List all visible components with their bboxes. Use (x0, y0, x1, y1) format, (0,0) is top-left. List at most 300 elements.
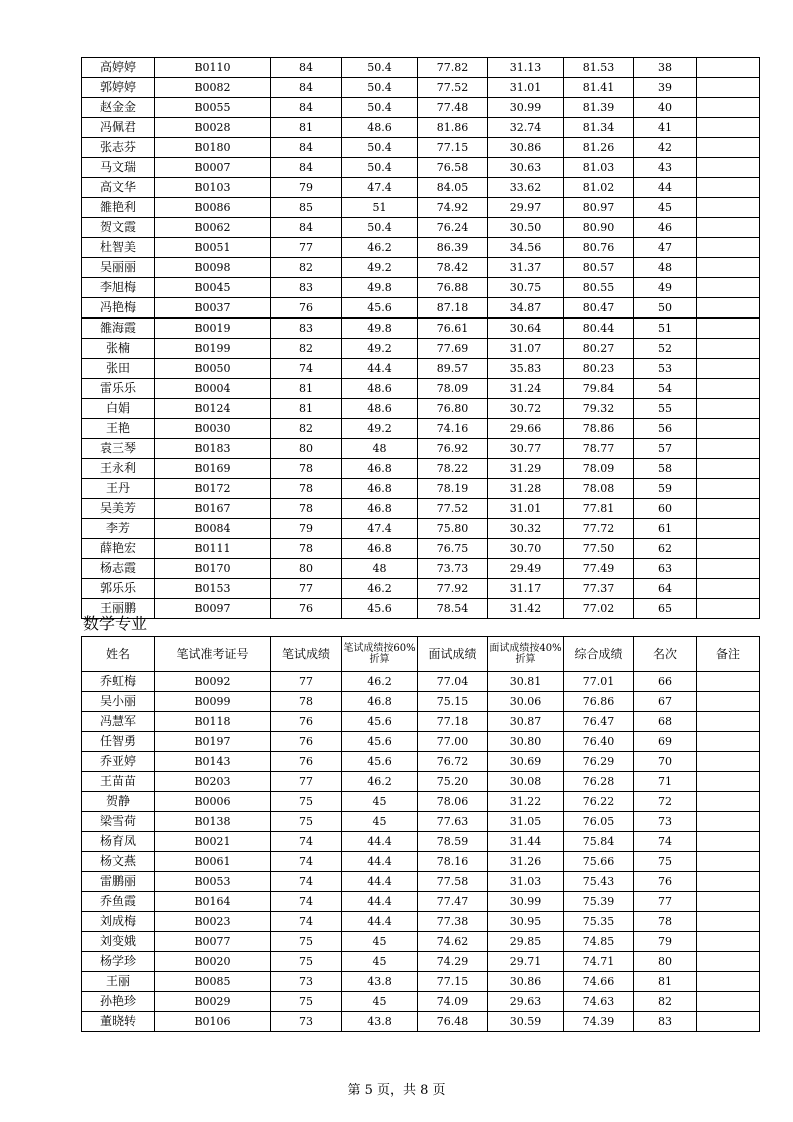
cell-interview-score: 73.73 (418, 559, 488, 579)
cell-rank: 54 (634, 379, 697, 399)
cell-written-60pct: 48.6 (342, 399, 418, 419)
table-row (82, 892, 760, 912)
cell-interview-score: 78.22 (418, 459, 488, 479)
cell-written-score: 74 (271, 872, 342, 892)
cell-exam-id: B0110 (155, 58, 271, 78)
cell-total-score: 78.09 (564, 459, 634, 479)
cell-rank: 81 (634, 972, 697, 992)
cell-interview-40pct: 34.56 (488, 238, 564, 258)
cell-rank: 45 (634, 198, 697, 218)
table-row (82, 519, 760, 539)
cell-exam-id: B0004 (155, 379, 271, 399)
cell-written-60pct: 46.8 (342, 499, 418, 519)
cell-exam-id: B0055 (155, 98, 271, 118)
cell-rank: 65 (634, 599, 697, 619)
cell-interview-score: 77.18 (418, 712, 488, 732)
cell-interview-40pct: 30.86 (488, 972, 564, 992)
table-row (82, 78, 760, 98)
cell-exam-id: B0028 (155, 118, 271, 138)
cell-rank: 67 (634, 692, 697, 712)
cell-exam-id: B0086 (155, 198, 271, 218)
cell-total-score: 80.55 (564, 278, 634, 298)
cell-name: 薛艳宏 (82, 539, 155, 559)
cell-written-60pct: 45 (342, 932, 418, 952)
cell-interview-40pct: 31.07 (488, 339, 564, 359)
cell-written-score: 76 (271, 732, 342, 752)
table-row (82, 198, 760, 218)
cell-rank: 60 (634, 499, 697, 519)
cell-total-score: 76.28 (564, 772, 634, 792)
cell-interview-score: 75.80 (418, 519, 488, 539)
cell-rank: 79 (634, 932, 697, 952)
cell-total-score: 75.84 (564, 832, 634, 852)
cell-interview-40pct: 33.62 (488, 178, 564, 198)
cell-written-60pct: 45 (342, 792, 418, 812)
cell-rank: 61 (634, 519, 697, 539)
cell-interview-40pct: 29.71 (488, 952, 564, 972)
header-written-60pct: 笔试成绩按60%折算 (342, 637, 418, 672)
cell-total-score: 77.81 (564, 499, 634, 519)
cell-name: 杜智美 (82, 238, 155, 258)
cell-total-score: 81.41 (564, 78, 634, 98)
cell-exam-id: B0061 (155, 852, 271, 872)
cell-rank: 70 (634, 752, 697, 772)
cell-remarks (697, 912, 760, 932)
cell-name: 袁三琴 (82, 439, 155, 459)
cell-exam-id: B0019 (155, 318, 271, 339)
cell-total-score: 79.32 (564, 399, 634, 419)
cell-total-score: 75.43 (564, 872, 634, 892)
cell-name: 贺静 (82, 792, 155, 812)
cell-interview-40pct: 29.85 (488, 932, 564, 952)
cell-written-score: 75 (271, 952, 342, 972)
cell-name: 郭乐乐 (82, 579, 155, 599)
table-row (82, 692, 760, 712)
cell-name: 杨文燕 (82, 852, 155, 872)
table-row (82, 912, 760, 932)
cell-total-score: 81.39 (564, 98, 634, 118)
cell-written-score: 74 (271, 852, 342, 872)
cell-remarks (697, 752, 760, 772)
cell-written-score: 79 (271, 178, 342, 198)
cell-rank: 58 (634, 459, 697, 479)
cell-written-score: 75 (271, 932, 342, 952)
cell-remarks (697, 178, 760, 198)
cell-exam-id: B0197 (155, 732, 271, 752)
cell-written-score: 82 (271, 339, 342, 359)
cell-rank: 57 (634, 439, 697, 459)
cell-written-60pct: 50.4 (342, 218, 418, 238)
cell-interview-40pct: 30.81 (488, 672, 564, 692)
cell-rank: 52 (634, 339, 697, 359)
cell-name: 白娟 (82, 399, 155, 419)
cell-rank: 53 (634, 359, 697, 379)
table-row (82, 459, 760, 479)
cell-rank: 80 (634, 952, 697, 972)
cell-written-60pct: 46.2 (342, 672, 418, 692)
cell-total-score: 80.47 (564, 298, 634, 319)
table-row (82, 278, 760, 298)
cell-interview-score: 77.58 (418, 872, 488, 892)
cell-interview-40pct: 35.83 (488, 359, 564, 379)
cell-total-score: 77.49 (564, 559, 634, 579)
cell-written-score: 77 (271, 672, 342, 692)
cell-written-score: 74 (271, 832, 342, 852)
cell-interview-40pct: 31.03 (488, 872, 564, 892)
cell-name: 高婷婷 (82, 58, 155, 78)
cell-total-score: 79.84 (564, 379, 634, 399)
cell-total-score: 81.26 (564, 138, 634, 158)
cell-interview-score: 76.80 (418, 399, 488, 419)
cell-name: 王丽鹏 (82, 599, 155, 619)
cell-interview-40pct: 31.29 (488, 459, 564, 479)
cell-written-60pct: 50.4 (342, 158, 418, 178)
cell-exam-id: B0082 (155, 78, 271, 98)
cell-written-60pct: 48.6 (342, 118, 418, 138)
cell-interview-score: 77.52 (418, 499, 488, 519)
table-row (82, 98, 760, 118)
cell-written-60pct: 47.4 (342, 519, 418, 539)
cell-name: 吴丽丽 (82, 258, 155, 278)
cell-total-score: 81.53 (564, 58, 634, 78)
cell-rank: 71 (634, 772, 697, 792)
cell-remarks (697, 58, 760, 78)
cell-rank: 48 (634, 258, 697, 278)
cell-written-60pct: 49.8 (342, 318, 418, 339)
header-interview-40pct: 面试成绩按40%折算 (488, 637, 564, 672)
cell-interview-score: 76.24 (418, 218, 488, 238)
cell-written-60pct: 45.6 (342, 599, 418, 619)
cell-exam-id: B0138 (155, 812, 271, 832)
cell-interview-score: 77.38 (418, 912, 488, 932)
table-row (82, 138, 760, 158)
cell-total-score: 80.44 (564, 318, 634, 339)
cell-written-60pct: 49.2 (342, 258, 418, 278)
cell-total-score: 77.01 (564, 672, 634, 692)
cell-name: 王丹 (82, 479, 155, 499)
table-row (82, 579, 760, 599)
cell-interview-40pct: 31.17 (488, 579, 564, 599)
cell-name: 郭婷婷 (82, 78, 155, 98)
cell-rank: 62 (634, 539, 697, 559)
cell-written-60pct: 45 (342, 952, 418, 972)
cell-written-score: 77 (271, 238, 342, 258)
cell-total-score: 76.86 (564, 692, 634, 712)
header-written-score: 笔试成绩 (271, 637, 342, 672)
cell-interview-40pct: 30.87 (488, 712, 564, 732)
cell-interview-score: 78.19 (418, 479, 488, 499)
cell-written-60pct: 46.8 (342, 459, 418, 479)
table-row (82, 732, 760, 752)
table-row (82, 499, 760, 519)
header-rank: 名次 (634, 637, 697, 672)
cell-written-score: 83 (271, 318, 342, 339)
cell-remarks (697, 932, 760, 952)
cell-remarks (697, 158, 760, 178)
cell-rank: 63 (634, 559, 697, 579)
cell-total-score: 80.57 (564, 258, 634, 278)
header-exam-id: 笔试准考证号 (155, 637, 271, 672)
cell-remarks (697, 98, 760, 118)
cell-written-score: 76 (271, 599, 342, 619)
cell-written-score: 73 (271, 972, 342, 992)
cell-remarks (697, 792, 760, 812)
cell-total-score: 81.34 (564, 118, 634, 138)
cell-name: 王永利 (82, 459, 155, 479)
cell-exam-id: B0097 (155, 599, 271, 619)
cell-rank: 76 (634, 872, 697, 892)
cell-interview-score: 77.48 (418, 98, 488, 118)
table-row (82, 672, 760, 692)
table-row (82, 972, 760, 992)
cell-written-score: 76 (271, 298, 342, 319)
cell-written-60pct: 48 (342, 439, 418, 459)
cell-written-60pct: 48.6 (342, 379, 418, 399)
cell-name: 乔鱼霞 (82, 892, 155, 912)
cell-remarks (697, 519, 760, 539)
cell-exam-id: B0203 (155, 772, 271, 792)
cell-total-score: 74.39 (564, 1012, 634, 1032)
table-row (82, 158, 760, 178)
cell-remarks (697, 599, 760, 619)
cell-written-60pct: 44.4 (342, 872, 418, 892)
cell-exam-id: B0050 (155, 359, 271, 379)
cell-interview-40pct: 30.32 (488, 519, 564, 539)
cell-total-score: 76.47 (564, 712, 634, 732)
cell-written-score: 85 (271, 198, 342, 218)
cell-remarks (697, 712, 760, 732)
cell-written-score: 84 (271, 98, 342, 118)
cell-written-60pct: 46.8 (342, 539, 418, 559)
cell-interview-40pct: 29.49 (488, 559, 564, 579)
cell-remarks (697, 258, 760, 278)
cell-rank: 73 (634, 812, 697, 832)
cell-interview-score: 77.00 (418, 732, 488, 752)
cell-interview-score: 78.09 (418, 379, 488, 399)
header-interview-score: 面试成绩 (418, 637, 488, 672)
cell-interview-score: 74.09 (418, 992, 488, 1012)
table-row (82, 812, 760, 832)
cell-remarks (697, 118, 760, 138)
cell-name: 乔虹梅 (82, 672, 155, 692)
cell-remarks (697, 198, 760, 218)
cell-total-score: 80.90 (564, 218, 634, 238)
cell-interview-score: 89.57 (418, 359, 488, 379)
cell-remarks (697, 952, 760, 972)
table-row (82, 1012, 760, 1032)
cell-name: 雷鹏丽 (82, 872, 155, 892)
table-row (82, 178, 760, 198)
cell-interview-40pct: 30.75 (488, 278, 564, 298)
cell-rank: 66 (634, 672, 697, 692)
cell-exam-id: B0045 (155, 278, 271, 298)
cell-exam-id: B0167 (155, 499, 271, 519)
cell-total-score: 80.23 (564, 359, 634, 379)
cell-rank: 55 (634, 399, 697, 419)
cell-remarks (697, 459, 760, 479)
cell-name: 张楠 (82, 339, 155, 359)
cell-written-score: 80 (271, 559, 342, 579)
cell-name: 王艳 (82, 419, 155, 439)
cell-written-60pct: 50.4 (342, 138, 418, 158)
cell-written-60pct: 44.4 (342, 852, 418, 872)
cell-name: 冯慧军 (82, 712, 155, 732)
cell-remarks (697, 218, 760, 238)
cell-name: 冯艳梅 (82, 298, 155, 319)
cell-rank: 40 (634, 98, 697, 118)
cell-interview-score: 81.86 (418, 118, 488, 138)
cell-interview-40pct: 30.69 (488, 752, 564, 772)
cell-interview-40pct: 30.95 (488, 912, 564, 932)
table-row (82, 359, 760, 379)
cell-name: 雷乐乐 (82, 379, 155, 399)
table-row (82, 479, 760, 499)
cell-written-score: 78 (271, 499, 342, 519)
cell-exam-id: B0106 (155, 1012, 271, 1032)
cell-exam-id: B0077 (155, 932, 271, 952)
cell-exam-id: B0007 (155, 158, 271, 178)
table-row (82, 238, 760, 258)
cell-interview-40pct: 30.06 (488, 692, 564, 712)
table-row (82, 339, 760, 359)
cell-remarks (697, 238, 760, 258)
table-row (82, 932, 760, 952)
cell-interview-40pct: 31.22 (488, 792, 564, 812)
cell-name: 乔亚婷 (82, 752, 155, 772)
table-row (82, 539, 760, 559)
cell-exam-id: B0098 (155, 258, 271, 278)
cell-interview-40pct: 30.59 (488, 1012, 564, 1032)
cell-name: 梁雪荷 (82, 812, 155, 832)
cell-total-score: 77.37 (564, 579, 634, 599)
cell-written-score: 76 (271, 712, 342, 732)
header-total-score: 综合成绩 (564, 637, 634, 672)
cell-rank: 68 (634, 712, 697, 732)
cell-interview-40pct: 32.74 (488, 118, 564, 138)
cell-interview-score: 77.47 (418, 892, 488, 912)
cell-interview-40pct: 30.99 (488, 892, 564, 912)
cell-written-score: 84 (271, 158, 342, 178)
header-remarks: 备注 (697, 637, 760, 672)
cell-rank: 43 (634, 158, 697, 178)
cell-written-score: 79 (271, 519, 342, 539)
cell-name: 杨育凤 (82, 832, 155, 852)
cell-remarks (697, 812, 760, 832)
cell-exam-id: B0084 (155, 519, 271, 539)
table-row (82, 872, 760, 892)
cell-written-score: 78 (271, 539, 342, 559)
cell-written-score: 74 (271, 912, 342, 932)
table-row (82, 399, 760, 419)
table-row (82, 559, 760, 579)
cell-name: 王苗苗 (82, 772, 155, 792)
cell-name: 李旭梅 (82, 278, 155, 298)
cell-interview-score: 76.72 (418, 752, 488, 772)
cell-written-60pct: 44.4 (342, 832, 418, 852)
ranking-table-continued (81, 57, 760, 619)
cell-interview-40pct: 31.28 (488, 479, 564, 499)
table-row (82, 258, 760, 278)
table-row (82, 599, 760, 619)
cell-written-score: 73 (271, 1012, 342, 1032)
cell-exam-id: B0170 (155, 559, 271, 579)
cell-written-score: 82 (271, 258, 342, 278)
cell-written-score: 84 (271, 138, 342, 158)
cell-interview-score: 76.58 (418, 158, 488, 178)
table-row (82, 298, 760, 319)
cell-remarks (697, 732, 760, 752)
cell-exam-id: B0085 (155, 972, 271, 992)
cell-written-score: 78 (271, 459, 342, 479)
cell-written-60pct: 43.8 (342, 972, 418, 992)
cell-remarks (697, 278, 760, 298)
cell-name: 赵金金 (82, 98, 155, 118)
cell-written-60pct: 49.2 (342, 419, 418, 439)
cell-remarks (697, 892, 760, 912)
cell-exam-id: B0169 (155, 459, 271, 479)
cell-total-score: 76.05 (564, 812, 634, 832)
cell-remarks (697, 499, 760, 519)
cell-rank: 42 (634, 138, 697, 158)
cell-interview-40pct: 31.01 (488, 499, 564, 519)
cell-written-60pct: 50.4 (342, 78, 418, 98)
cell-written-60pct: 45.6 (342, 298, 418, 319)
cell-exam-id: B0006 (155, 792, 271, 812)
cell-interview-score: 76.48 (418, 1012, 488, 1032)
cell-interview-40pct: 30.86 (488, 138, 564, 158)
table-row (82, 218, 760, 238)
cell-interview-score: 77.15 (418, 972, 488, 992)
cell-written-60pct: 43.8 (342, 1012, 418, 1032)
cell-total-score: 74.71 (564, 952, 634, 972)
table-row (82, 58, 760, 78)
cell-name: 张志芬 (82, 138, 155, 158)
cell-interview-score: 76.92 (418, 439, 488, 459)
cell-remarks (697, 992, 760, 1012)
table-row (82, 752, 760, 772)
cell-written-60pct: 49.8 (342, 278, 418, 298)
cell-written-60pct: 46.2 (342, 579, 418, 599)
cell-name: 吴小丽 (82, 692, 155, 712)
cell-interview-score: 77.69 (418, 339, 488, 359)
cell-written-score: 84 (271, 58, 342, 78)
section-title: 数学专业 (83, 614, 148, 633)
cell-remarks (697, 359, 760, 379)
cell-total-score: 77.50 (564, 539, 634, 559)
cell-name: 雒艳利 (82, 198, 155, 218)
cell-written-60pct: 46.2 (342, 772, 418, 792)
cell-total-score: 81.03 (564, 158, 634, 178)
cell-exam-id: B0037 (155, 298, 271, 319)
cell-rank: 56 (634, 419, 697, 439)
cell-total-score: 75.35 (564, 912, 634, 932)
cell-interview-40pct: 30.80 (488, 732, 564, 752)
cell-interview-score: 74.16 (418, 419, 488, 439)
cell-rank: 77 (634, 892, 697, 912)
cell-interview-40pct: 29.66 (488, 419, 564, 439)
cell-name: 董晓转 (82, 1012, 155, 1032)
cell-written-score: 81 (271, 118, 342, 138)
cell-name: 雒海霞 (82, 318, 155, 339)
cell-name: 刘成梅 (82, 912, 155, 932)
cell-remarks (697, 972, 760, 992)
cell-total-score: 75.66 (564, 852, 634, 872)
cell-rank: 39 (634, 78, 697, 98)
cell-written-60pct: 46.2 (342, 238, 418, 258)
cell-interview-40pct: 30.70 (488, 539, 564, 559)
cell-total-score: 78.86 (564, 419, 634, 439)
cell-total-score: 80.76 (564, 238, 634, 258)
